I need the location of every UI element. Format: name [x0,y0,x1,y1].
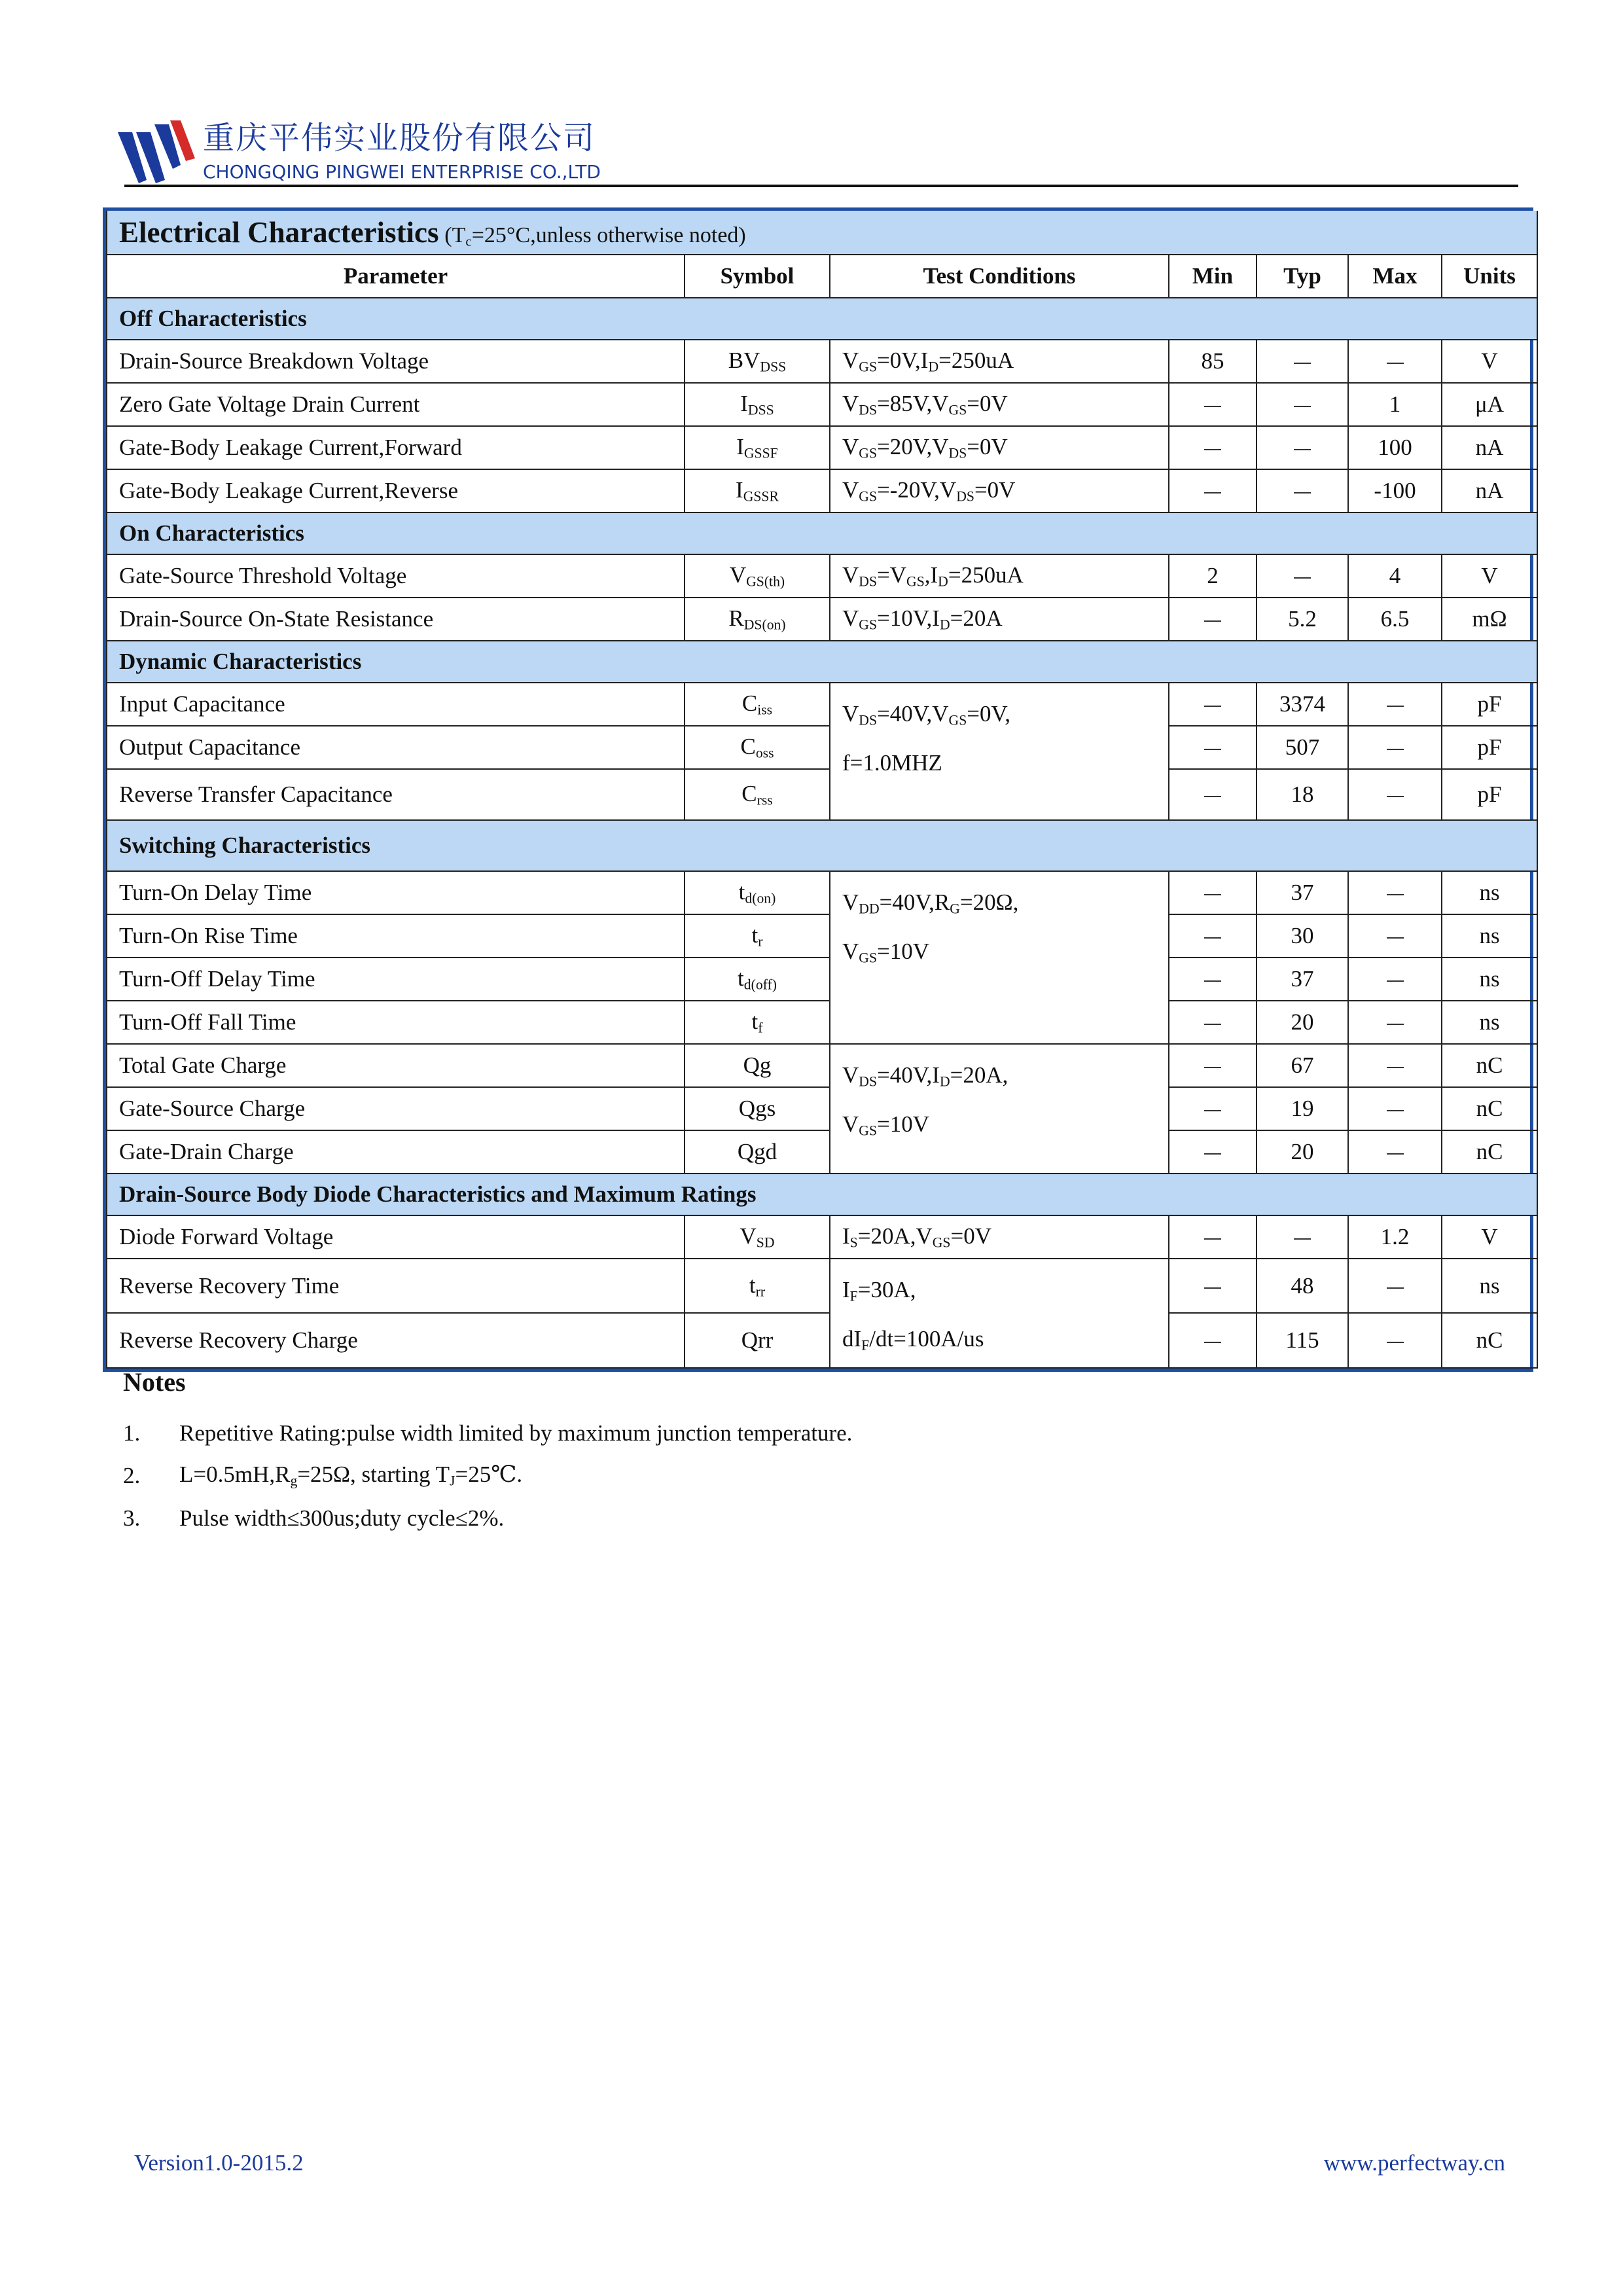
dash-icon [1204,706,1221,707]
section-header-diode: Drain-Source Body Diode Characteristics and Maximum Ratings [107,1174,1537,1215]
footer-version: Version1.0-2015.2 [134,2150,304,2176]
dash-icon [1204,1067,1221,1068]
table-row: Turn-Off Fall Time $t_f$ 20 ns [107,1001,1537,1044]
dash-icon [1387,1067,1404,1068]
column-header-min: Min [1169,255,1257,298]
page-header [118,111,1518,190]
dash-icon [1204,980,1221,982]
column-header-parameter: Parameter [107,255,685,298]
dash-icon [1204,620,1221,622]
header-divider [124,185,1518,187]
dash-icon [1387,980,1404,982]
table-row: Turn-On Delay Time $t_{d(on)}$ $V_{DD}=40V,R_G=20\Omega$, $V_{GS}=10V$ 37 ns [107,871,1537,914]
table-row: Diode Forward Voltage $V_{SD}$ $I_S=20A,V_{GS}=0V$ 1.2 V [107,1215,1537,1259]
table-row: Reverse Recovery Charge Qrr 115 nC [107,1313,1537,1367]
section-header-on: On Characteristics [107,512,1537,554]
note-item: 1. Repetitive Rating:pulse width limited by maximum junction temperature. [123,1420,853,1446]
table-row: Output Capacitance $C_{oss}$ 507 pF [107,726,1537,769]
dash-icon [1204,937,1221,939]
column-header-typ: Typ [1257,255,1348,298]
dash-icon [1294,363,1311,364]
table-row: Reverse Recovery Time $t_{rr}$ $I_F=30A$, $dI_F/dt=100A/us$ 48 ns [107,1259,1537,1313]
table-row: Gate-Body Leakage Current,Reverse $I_{GSSR}$ $V_{GS}=-20V,V_{DS}=0V$ -100 nA [107,469,1537,512]
table-row: Drain-Source On-State Resistance $R_{DS(on)}$ $V_{GS}=10V,I_D=20A$ 5.2 6.5 mΩ [107,598,1537,641]
dash-icon [1387,937,1404,939]
dash-icon [1387,363,1404,364]
dash-icon [1387,1153,1404,1155]
dash-icon [1204,492,1221,493]
table-row: Zero Gate Voltage Drain Current $I_{DSS}$ $V_{DS}=85V,V_{GS}=0V$ 1 μA [107,383,1537,426]
column-header-units: Units [1442,255,1537,298]
dash-icon [1204,1238,1221,1240]
table-header-row [107,255,1537,298]
dash-icon [1387,706,1404,707]
table-row: Total Gate Charge Qg $V_{DS}=40V,I_D=20A$, $V_{GS}=10V$ 67 nC [107,1044,1537,1087]
table-title: Electrical Characteristics [119,215,439,249]
dash-icon [1387,1287,1404,1289]
notes-section [123,1367,1366,1539]
dash-icon [1387,749,1404,750]
dash-icon [1204,796,1221,797]
table-title-row [107,211,1537,255]
dash-icon [1204,749,1221,750]
section-header-dynamic: Dynamic Characteristics [107,641,1537,683]
dash-icon [1294,577,1311,579]
column-header-test-conditions: Test Conditions [830,255,1169,298]
dash-icon [1204,1024,1221,1025]
electrical-characteristics-table [103,207,1533,1372]
dash-icon [1204,1287,1221,1289]
footer-website-link[interactable]: www.perfectway.cn [1323,2150,1505,2176]
note-item: 3. Pulse width≤300us;duty cycle≤2%. [123,1505,505,1531]
table-condition: ($T_c=25^\circ C,unless$ otherwise noted) [444,223,746,249]
table-row: Turn-On Rise Time $t_r$ 30 ns [107,914,1537,958]
dash-icon [1294,406,1311,407]
table-row: Input Capacitance $C_{iss}$ $V_{DS}=40V,V_{GS}=0V$, f=1.0MHZ 3374 pF [107,683,1537,726]
column-header-max: Max [1348,255,1442,298]
table-row: Gate-Source Charge Qgs 19 nC [107,1087,1537,1130]
section-header-off: Off Characteristics [107,298,1537,340]
table-row: Gate-Source Threshold Voltage $V_{GS(th)}$ $V_{DS}=V_{GS},I_D=250uA$ 2 4 V [107,554,1537,598]
dash-icon [1204,1342,1221,1343]
company-logo-icon [118,118,196,187]
section-header-switching: Switching Characteristics [107,820,1537,871]
dash-icon [1387,1024,1404,1025]
dash-icon [1387,1342,1404,1343]
table-row: Gate-Body Leakage Current,Forward $I_{GSSF}$ $V_{GS}=20V,V_{DS}=0V$ 100 nA [107,426,1537,469]
dash-icon [1294,492,1311,493]
dash-icon [1204,1153,1221,1155]
dash-icon [1294,449,1311,450]
dash-icon [1204,894,1221,895]
dash-icon [1387,796,1404,797]
dash-icon [1387,1110,1404,1111]
column-header-symbol: Symbol [685,255,830,298]
table-row: Drain-Source Breakdown Voltage $BV_{DSS}$ $V_{GS}=0V,I_D=250uA$ 85 V [107,340,1537,383]
dash-icon [1387,894,1404,895]
dash-icon [1204,1110,1221,1111]
notes-title: Notes [123,1367,186,1397]
company-name-chinese: 重庆平伟实业股份有限公司 [203,120,596,156]
dash-icon [1204,449,1221,450]
table-row: Turn-Off Delay Time $t_{d(off)}$ 37 ns [107,958,1537,1001]
table-row: Reverse Transfer Capacitance $C_{rss}$ 18 pF [107,769,1537,820]
dash-icon [1204,406,1221,407]
note-item: 2. $L=0.5mH,R_g=25\Omega$, starting $T_J=25℃$. [123,1462,523,1489]
table-row: Gate-Drain Charge Qgd 20 nC [107,1130,1537,1174]
dash-icon [1294,1238,1311,1240]
company-name-english: CHONGQING PINGWEI ENTERPRISE CO.,LTD [203,161,601,183]
